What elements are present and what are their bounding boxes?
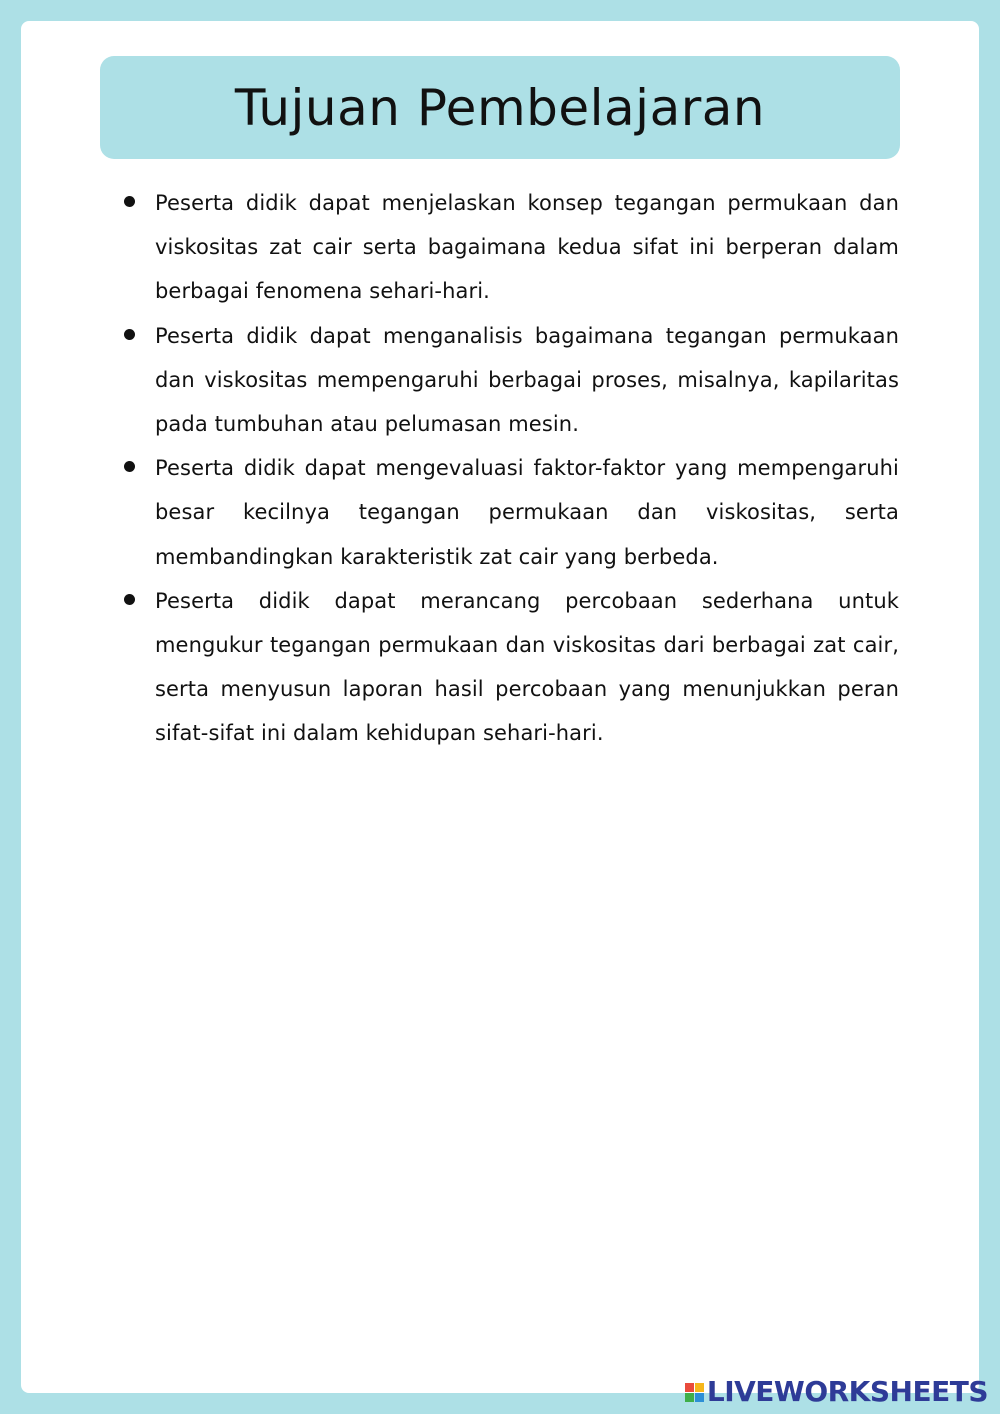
objective-text: Peserta didik dapat mengevaluasi faktor-faktor yang mempengaruhi besar kecilnya tegangan permukaan dan viskositas, serta membandingkan karakteristik zat cair yang berbeda. bbox=[155, 456, 899, 569]
list-item bbox=[155, 314, 899, 447]
liveworksheets-logo-icon bbox=[685, 1383, 704, 1402]
objective-text: Peserta didik dapat menjelaskan konsep tegangan permukaan dan viskositas zat cair serta bagaimana kedua sifat ini berperan dalam berbagai fenomena sehari-hari. bbox=[155, 191, 899, 304]
bullet-icon bbox=[124, 329, 135, 340]
list-item bbox=[155, 181, 899, 314]
title-banner bbox=[100, 56, 900, 159]
liveworksheets-watermark bbox=[685, 1375, 988, 1408]
objective-text: Peserta didik dapat merancang percobaan sederhana untuk mengukur tegangan permukaan dan viskositas dari berbagai zat cair, serta menyusun laporan hasil percobaan yang menunjukkan peran sifat-sifat ini dalam kehidupan sehari-hari. bbox=[155, 588, 899, 746]
objective-text: Peserta didik dapat menganalisis bagaimana tegangan permukaan dan viskositas mempengaruhi berbagai proses, misalnya, kapilaritas pada tumbuhan atau pelumasan mesin. bbox=[155, 323, 899, 437]
bullet-icon bbox=[124, 196, 135, 207]
list-item bbox=[155, 579, 899, 756]
learning-objectives-list bbox=[155, 181, 899, 756]
list-item bbox=[155, 446, 899, 579]
page-title: Tujuan Pembelajaran bbox=[234, 78, 766, 137]
brand-name: LIVEWORKSHEETS bbox=[706, 1375, 988, 1408]
bullet-icon bbox=[124, 594, 135, 605]
